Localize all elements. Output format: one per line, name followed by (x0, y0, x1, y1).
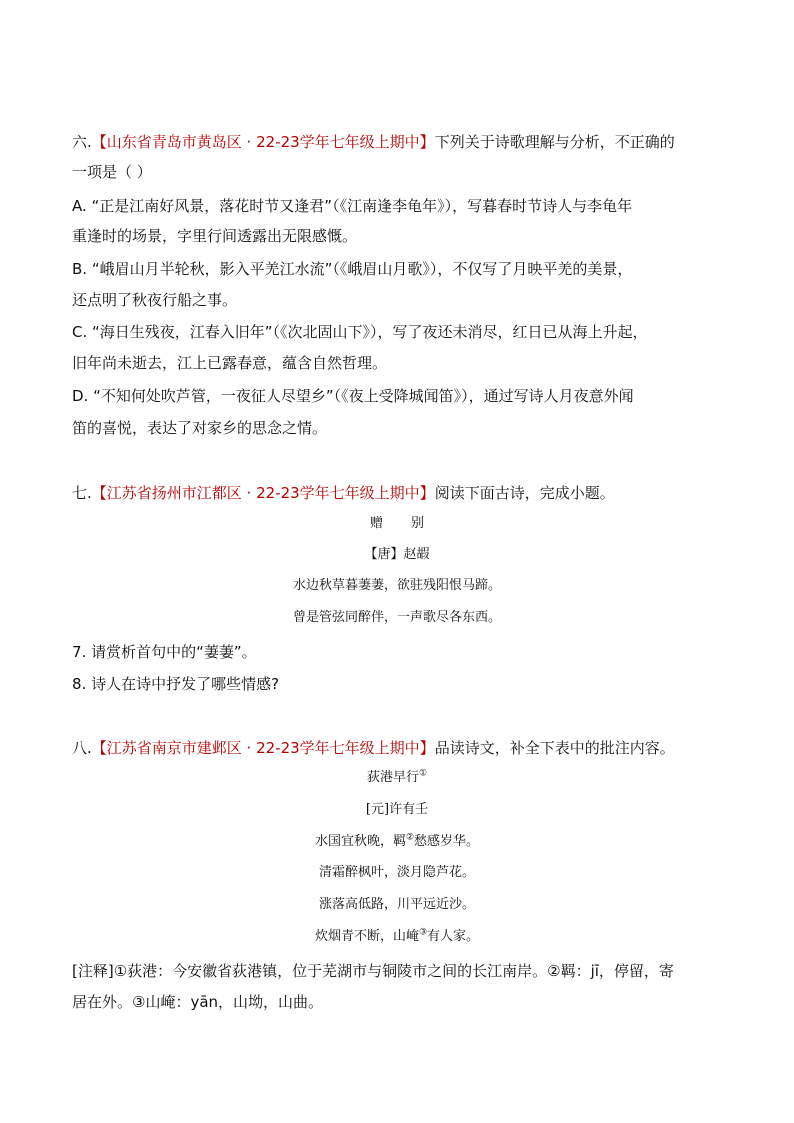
question-number: 八. (72, 739, 92, 757)
footnote-mark: ① (418, 768, 428, 779)
question-stem: 阅读下面古诗，完成小题。 (434, 484, 615, 502)
question-7-header (72, 483, 615, 503)
question-8-header (72, 738, 675, 758)
question-number: 七. (72, 484, 92, 502)
poem-title: 荻港早行① (366, 768, 428, 785)
option-d: D. “不知何处吹芦管，一夜征人尽望乡”（《夜上受降城闻笛》），通过写诗人月夜意外闻 (72, 387, 634, 405)
poem-line: 清霜醉枫叶，淡月隐芦花。 (318, 865, 475, 880)
question-source: 【江苏省南京市建邺区 · 22-23学年七年级上期中】 (91, 739, 435, 757)
option-a-cont: 重逢时的场景，字里行间透露出无限感慨。 (72, 227, 358, 245)
option-b-cont: 还点明了秋夜行船之事。 (72, 291, 238, 309)
sub-question-7: 7. 请赏析首句中的“萋萋”。 (72, 643, 257, 661)
annotation-cont: 居在外。③山崦：yān，山坳，山曲。 (72, 993, 324, 1011)
footnote-mark: ③ (418, 927, 428, 938)
poem-line: 炊烟青不断，山崦③有人家。 (314, 927, 480, 944)
option-a: A. “正是江南好风景，落花时节又逢君”（《江南逢李龟年》），写暮春时节诗人与李龟年 (72, 197, 633, 215)
option-c: C. “海日生残夜，江春入旧年”（《次北固山下》），写了夜还未消尽，红日已从海上升起， (72, 323, 648, 341)
question-source: 【江苏省扬州市江都区 · 22-23学年七年级上期中】 (91, 484, 435, 502)
question-6-header (72, 132, 675, 152)
question-stem: 品读诗文，补全下表中的批注内容。 (434, 739, 675, 757)
sub-question-8: 8. 诗人在诗中抒发了哪些情感? (72, 675, 280, 693)
question-number: 六. (72, 133, 92, 151)
annotation: [注释]①荻港：今安徽省荻港镇，位于芜湖市与铜陵市之间的长江南岸。②羁：jī，停留，寄 (72, 962, 674, 980)
poem-line: 曾是管弦同醉伴，一声歌尽各东西。 (292, 610, 501, 625)
footnote-mark: ② (405, 832, 415, 843)
poem-author: 【唐】赵嘏 (364, 547, 430, 562)
poem-author: [元]许有壬 (365, 802, 429, 817)
question-source: 【山东省青岛市黄岛区 · 22-23学年七年级上期中】 (91, 133, 435, 151)
poem-line: 涨落高低路，川平远近沙。 (318, 897, 475, 912)
poem-title: 赠别 (369, 516, 452, 531)
poem-line: 水国宜秋晚，羁②愁感岁华。 (314, 832, 480, 849)
question-6-stem-cont: 一项是（ ） (72, 163, 152, 181)
question-stem: 下列关于诗歌理解与分析，不正确的 (434, 133, 675, 151)
option-d-cont: 笛的喜悦，表达了对家乡的思念之情。 (72, 419, 328, 437)
poem-line: 水边秋草暮萋萋，欲驻残阳恨马蹄。 (292, 578, 501, 593)
option-b: B. “峨眉山月半轮秋，影入平羌江水流”（《峨眉山月歌》），不仅写了月映平羌的美景， (72, 260, 633, 278)
option-c-cont: 旧年尚未逝去，江上已露春意，蕴含自然哲理。 (72, 354, 388, 372)
